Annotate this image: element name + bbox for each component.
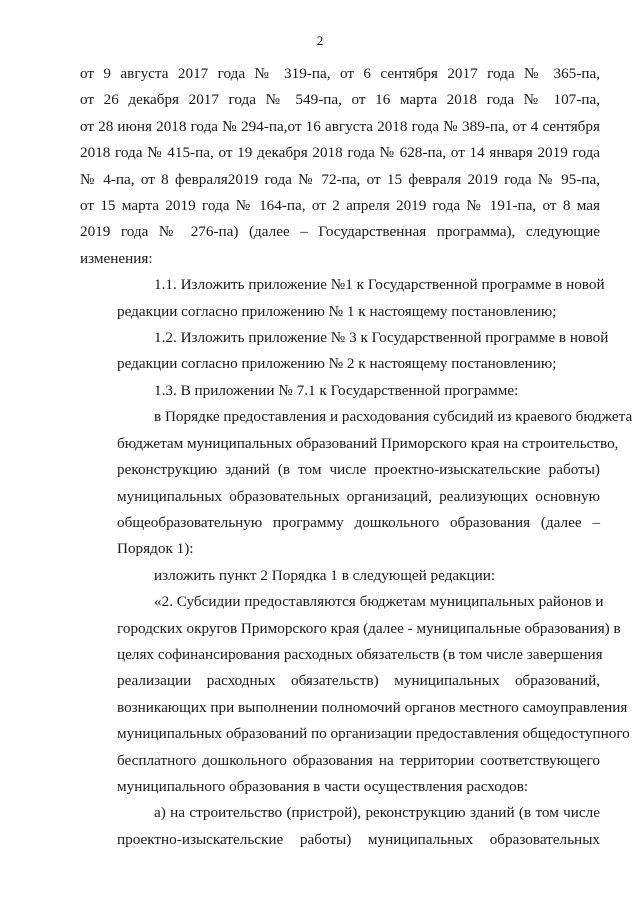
text-line: Порядок 1): bbox=[117, 540, 194, 558]
paragraph-p3 bbox=[80, 378, 600, 404]
text-line: 1.2. Изложить приложение № 3 к Государственной программе в новой bbox=[154, 329, 609, 347]
text-line: 2019 года № 276-па) (далее – Государственная программа), следующие bbox=[80, 223, 600, 241]
text-line: от 26 декабря 2017 года № 549-па, от 16 марта 2018 года № 107-па, bbox=[80, 91, 600, 109]
text-line: реконструкцию зданий (в том числе проектно-изыскательские работы) bbox=[117, 461, 600, 479]
text-line: возникающих при выполнении полномочий органов местного самоуправления bbox=[117, 698, 628, 716]
text-line: редакции согласно приложению № 2 к настоящему постановлению; bbox=[117, 355, 557, 373]
text-line: бюджетам муниципальных образований Приморского края на строительство, bbox=[117, 434, 619, 452]
text-line: 1.1. Изложить приложение №1 к Государственной программе в новой bbox=[154, 276, 605, 294]
paragraph-p6 bbox=[80, 589, 630, 800]
text-line: от 28 июня 2018 года № 294-па,от 16 августа 2018 года № 389-па, от 4 сентября bbox=[80, 117, 600, 135]
paragraph-p5 bbox=[80, 563, 600, 589]
text-line: 2018 года № 415-па, от 19 декабря 2018 года № 628-па, от 14 января 2019 года bbox=[80, 144, 600, 162]
text-line: изменения: bbox=[80, 249, 153, 267]
text-line: от 9 августа 2017 года № 319-па, от 6 сентября 2017 года № 365-па, bbox=[80, 65, 600, 82]
text-line: целях софинансирования расходных обязательств (в том числе завершения bbox=[117, 645, 603, 663]
text-line: муниципального образования в части осуществления расходов: bbox=[117, 777, 529, 795]
text-line: общеобразовательную программу дошкольного образования (далее – bbox=[117, 513, 600, 531]
text-line: муниципальных образований по организации предоставления общедоступного bbox=[117, 725, 630, 743]
paragraph-p7 bbox=[80, 800, 600, 853]
text-line: изложить пункт 2 Порядка 1 в следующей редакции: bbox=[154, 566, 496, 584]
text-line: проектно-изыскательские работы) муниципальных образовательных bbox=[117, 830, 600, 848]
text-line: муниципальных образовательных организаций, реализующих основную bbox=[117, 487, 600, 505]
text-line: городских округов Приморского края (далее - муниципальные образования) в bbox=[117, 619, 621, 637]
paragraph-p4 bbox=[80, 404, 633, 562]
text-line: в Порядке предоставления и расходования субсидий из краевого бюджета bbox=[154, 408, 633, 426]
text-line: № 4-па, от 8 февраля2019 года № 72-па, от 15 февраля 2019 года № 95-па, bbox=[80, 170, 600, 188]
paragraph-p2 bbox=[80, 325, 609, 378]
text-line: от 15 марта 2019 года № 164-па, от 2 апреля 2019 года № 191-па, от 8 мая bbox=[80, 197, 600, 215]
text-line: «2. Субсидии предоставляются бюджетам муниципальных районов и bbox=[154, 593, 604, 611]
text-line: редакции согласно приложению № 1 к настоящему постановлению; bbox=[117, 302, 557, 320]
document-body bbox=[80, 61, 633, 853]
text-line: реализации расходных обязательств) муниципальных образований, bbox=[117, 672, 600, 690]
paragraph-p1 bbox=[80, 272, 605, 325]
text-line: 1.3. В приложении № 7.1 к Государственной программе: bbox=[154, 381, 519, 399]
text-line: а) на строительство (пристрой), реконструкцию зданий (в том числе bbox=[154, 804, 600, 822]
paragraph-p0 bbox=[80, 61, 600, 272]
text-line: бесплатного дошкольного образования на территории соответствующего bbox=[117, 751, 600, 769]
page-number: 2 bbox=[316, 33, 324, 48]
